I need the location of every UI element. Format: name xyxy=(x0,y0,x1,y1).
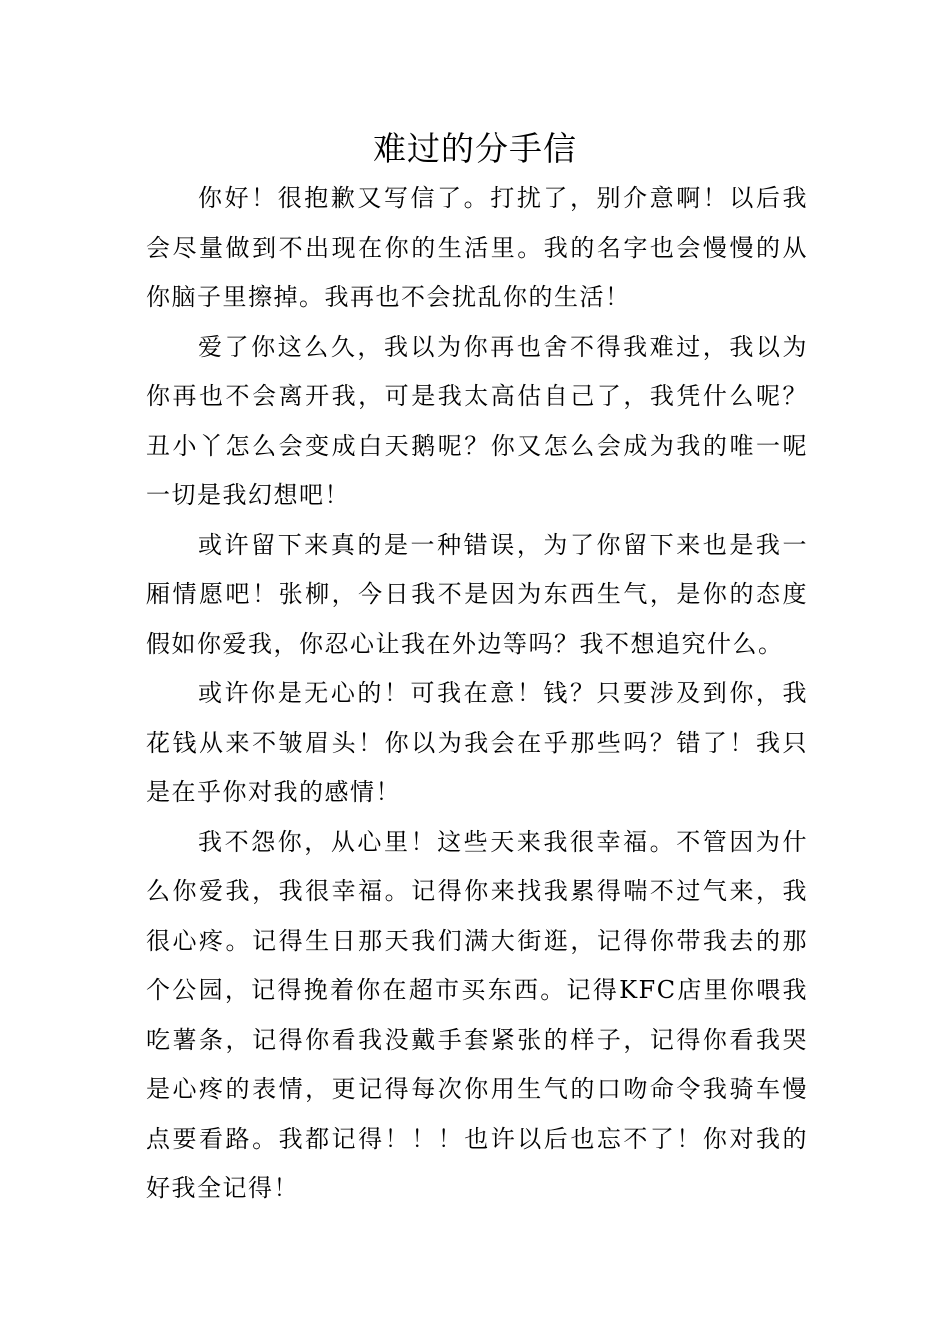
document-title: 难过的分手信 xyxy=(373,129,577,168)
paragraph-5: 我不怨你，从心里！这些天来我很幸福。不管因为什么你爱我，我很幸福。记得你来找我累得喘不过气来，我很心疼。记得生日那天我们满大街逛，记得你带我去的那个公园，记得挽着你在超市买东西。记得KFC店里你喂我吃薯条，记得你看我没戴手套紧张的样子，记得你看我哭是心疼的表情，更记得每次你用生气的口吻命令我骑车慢点要看路。我都记得！！！也许以后也忘不了！你对我的好我全记得！ xyxy=(146,827,808,1202)
paragraph-4: 或许你是无心的！可我在意！钱？只要涉及到你，我花钱从来不皱眉头！你以为我会在乎那些吗？错了！我只是在乎你对我的感情！ xyxy=(146,679,808,806)
paragraph-1: 你好！很抱歉又写信了。打扰了，别介意啊！以后我会尽量做到不出现在你的生活里。我的名字也会慢慢的从你脑子里擦掉。我再也不会扰乱你的生活！ xyxy=(146,184,808,311)
paragraph-3: 或许留下来真的是一种错误，为了你留下来也是我一厢情愿吧！张柳，今日我不是因为东西生气，是你的态度假如你爱我，你忍心让我在外边等吗？我不想追究什么。 xyxy=(146,530,808,658)
paragraph-2: 爱了你这么久，我以为你再也舍不得我难过，我以为你再也不会离开我，可是我太高估自己了，我凭什么呢？丑小丫怎么会变成白天鹅呢？你又怎么会成为我的唯一呢一切是我幻想吧！ xyxy=(146,332,808,509)
letter-body xyxy=(146,174,808,1214)
